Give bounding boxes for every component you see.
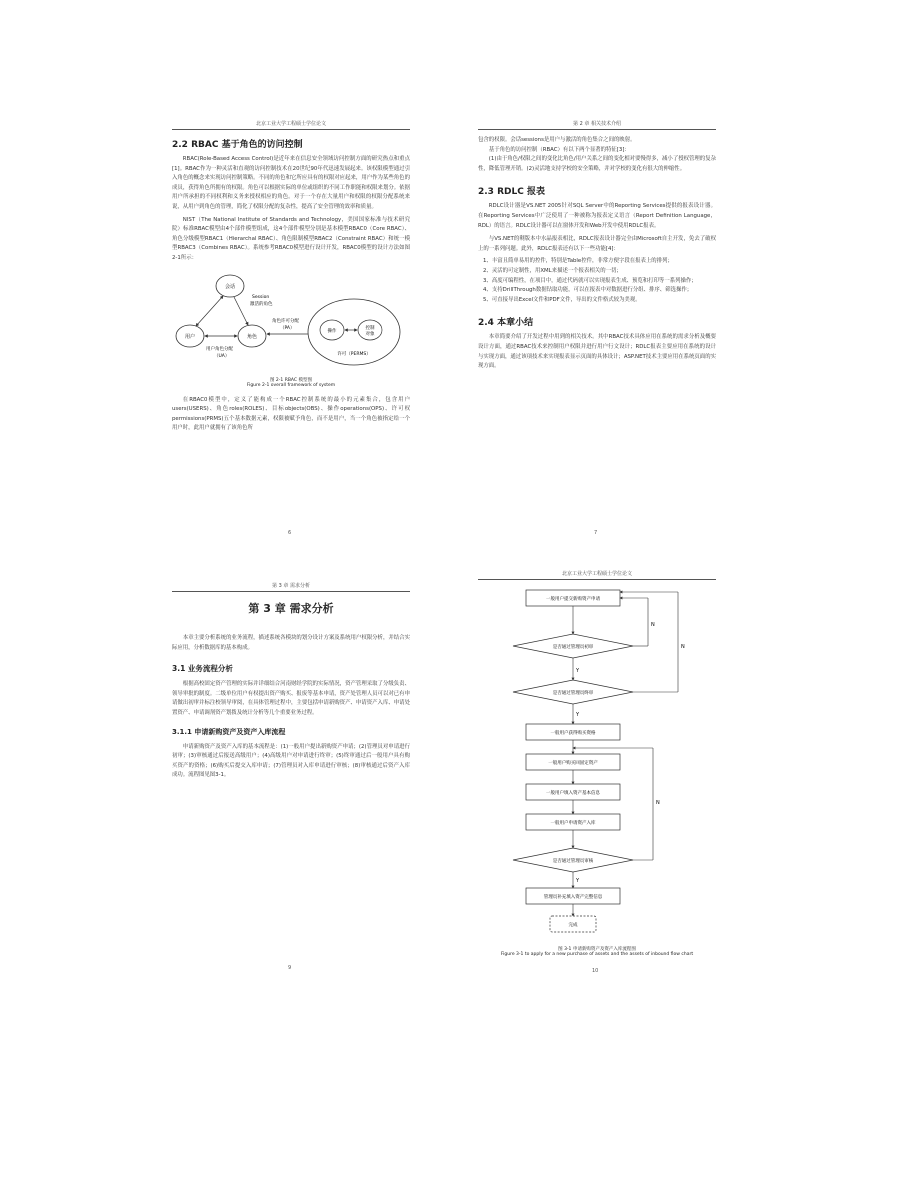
flow-no-label: N xyxy=(656,800,660,806)
pa-code: （PA） xyxy=(280,325,295,331)
flow-step-submit-label: 一般用户提交新购资产申请 xyxy=(546,597,600,602)
rbac-diagram xyxy=(172,270,410,375)
page-7 xyxy=(478,120,716,540)
paragraph: 根据高校固定资产管理的实际并详细结合河南财经学院的实际情况，资产管理采取了分级负责、领导审批的制度。二级单位用户有权提出资产购买、报废等基本申请，资产处管理人员可以对已有申请做出初审并标注校领导审阅，在具体管理过程中，主要包括申请新购资产、申请资产入库、申请处置资产、申请调剂资产划拨及统计分析等几个重要业务过程。 xyxy=(172,681,410,716)
page-number: 9 xyxy=(288,965,292,971)
paragraph: 本章主要分析系统的业务流程，描述系统各模块的划分设计方案及系统用户权限分析，并结合实际应用，分析数据库的基本构成。 xyxy=(172,635,410,651)
operation-label: 操作 xyxy=(327,328,337,334)
page-number: 6 xyxy=(288,530,292,536)
chapter-title: 第 3 章 需求分析 xyxy=(248,602,334,615)
flow-no-label: N xyxy=(681,644,685,650)
paragraph: RDLC设计器是VS.NET 2005针对SQL Server中的Reporting Services提供的报表设计器。在Reporting Services中广泛使用了一种被称为报表定义语言（Report Definition Language，RDL）的语言。RDLC设计器可以在窗体开发和Web开发中使用RDLC报表。 xyxy=(478,203,716,229)
page-5 xyxy=(172,120,410,540)
flow-no-label: N xyxy=(651,622,655,628)
list-item: 1、丰富且简单易用的控件，特别是Table控件，非常方便字段在报表上的排列； xyxy=(483,258,673,265)
flow-yes-label: Y xyxy=(576,712,580,718)
paragraph: 基于角色的访问控制（RBAC）有以下两个显著的特征[3]： xyxy=(488,146,630,153)
page-number: 7 xyxy=(594,530,598,536)
ua-code: （UA） xyxy=(214,353,230,359)
paragraph: 在RBAC0模型中，定义了能构成一个RBAC控制系统的最小的元素集合，包含用户users(USERS)、角色roles(ROLES)、目标objects(OBS)、操作operations(OPS)、许可权permissions(PRMS)五个基本数据元素，权限被赋予角色，而不是用户，当一个角色被指定给一个用户时，此用户就拥有了该角色所 xyxy=(172,396,410,432)
paragraph: NIST（The National Institute of Standards and Technology，美国国家标准与技术研究院）标准RBAC模型由4个部件模型组成，这4个部件模型分别是基本模型RBAC0（Core RBAC）、角色分级模型RBAC1（Hierarchal RBAC）、角色限制模型RBAC2（Constraint RBAC）和统一模型RBAC3（Combines RBAC）。系统参考RBAC0模型进行设计开发，RBAC0模型的设计方法如图2-1所示： xyxy=(172,216,410,261)
list-item: 2、灵活的可定制性，用XML来描述一个报表相关的一切； xyxy=(483,267,622,274)
feature-list xyxy=(478,257,716,305)
paragraph: RBAC(Role-Based Access Control)是近年来在信息安全领域访问控制方面的研究热点和重点[1]。RBAC作为一种灵活和直观的访问控制技术在20世纪90年代迅速发展起来。该权限模型通过引入角色的概念来实现访问控制策略。不同的角色和它所应具有的权限对应起来，用户作为某些角色的成员，获得角色所拥有的权限。角色可以根据实际的单位或组织的不同工作职能和权限来划分。依据用户所承担的不同权利和义务来授权相应的角色。对于一个存在大量用户和权限的权限分配系统来说，从用户到角色的管理，简化了权限分配的复杂性，提高了安全管理的效率和质量。 xyxy=(172,156,410,210)
figure-caption-en: Figure 3-1 to apply for a new purchase of assets and the assets of inbound flow chart xyxy=(500,952,694,957)
list-item: 5、可直接导出Excel文件和PDF文件，导出的文件格式较为美观。 xyxy=(483,296,641,303)
object-label: 控制 xyxy=(365,325,375,331)
pa-label: 角色许可分配 xyxy=(272,318,299,324)
flow-decision-initial-label: 是否通过管理员初审 xyxy=(552,645,594,650)
figure-caption: 图 3-1 申请新购资产及资产入库流程图 xyxy=(558,947,636,952)
figure-caption-en: Figure 2-1 overall framework of system xyxy=(246,382,336,388)
page-header: 北京工业大学工程硕士学位论文 xyxy=(172,120,410,130)
subsection-title: 3.1.1 申请新购资产及资产入库流程 xyxy=(172,727,286,736)
user-label: 用户 xyxy=(184,333,196,340)
session-map-label-2: 激活的角色 xyxy=(250,301,273,307)
flow-yes-label: Y xyxy=(576,878,580,884)
flow-decision-audit-label: 是否通过管理员审核 xyxy=(552,859,594,864)
flowchart xyxy=(478,582,716,942)
figure-caption: 图 2-1 RBAC 模型图 xyxy=(270,377,312,383)
perms-label: 许可（PERMS） xyxy=(337,351,371,357)
flow-step-purchase-label: 一般用户购买回固定资产 xyxy=(548,761,598,766)
flow-decision-final-label: 是否通过管理员终审 xyxy=(552,691,594,696)
flow-step-qualified-label: 一般用户获得购买资格 xyxy=(550,731,596,736)
flow-end-label: 完成 xyxy=(568,923,578,928)
section-title: 3.1 业务流程分析 xyxy=(172,664,233,674)
paragraph: 与VS.NET的剩版本中水晶报表相比，RDLC报表设计器完全由Microsoft自主开发，免去了破权上的一系列问题。此外，RDLC报表还有以下一些功能[4]： xyxy=(478,236,716,252)
paragraph: 本章简要介绍了开发过程中用到的相关技术。其中RBAC技术具体应用在系统的需求分析及概要设计方面，通过RBAC技术来控制用户权限并进行用户行文设计；RDLC报表主要应用在系统的设计与实现方面，通过该项技术来实现报表显示页面的具体设计；ASP.NET技术主要应用在系统页面的实现方面。 xyxy=(478,334,716,370)
flow-step-fill-info-label: 一般用户填入资产基本信息 xyxy=(546,791,600,796)
flow-yes-label: Y xyxy=(576,668,580,674)
page-number: 10 xyxy=(592,968,599,974)
page-header: 第 2 章 相关技术介绍 xyxy=(478,120,716,130)
section-title: 2.4 本章小结 xyxy=(478,318,534,329)
flow-step-inbound-label: 一般用户申请资产入库 xyxy=(550,821,596,826)
paragraph: 申请新购资产及资产入库的基本流程是：(1)一般用户提出新购资产申请；(2)管理员对申请进行初审；(3)审核通过后报送高级用户；(4)高级用户对申请进行终审；(5)终审通过后一般用户具有购买资产的资格；(6)购买后提交入库申请；(7)管理员对入库申请进行审核；(8)审核通过后资产入库成功。流程图见图3-1。 xyxy=(172,743,410,779)
list-item: 4、支持DrillThrough数据钻取功能，可以在报表中对数据进行分组、排序、筛选操作； xyxy=(483,287,693,294)
page-header: 第 3 章 需求分析 xyxy=(172,582,410,592)
page-header: 北京工业大学工程硕士学位论文 xyxy=(478,570,716,580)
session-label: 会话 xyxy=(224,283,236,290)
list-item: 3、高度可编程性，在项目中，通过代码就可以实现报表生成、预览和打印等一系列操作； xyxy=(483,277,697,284)
page-9 xyxy=(172,582,410,972)
section-title: 2.3 RDLC 报表 xyxy=(478,187,545,198)
session-map-label: Session xyxy=(252,294,270,300)
object-label-2: 对象 xyxy=(365,331,375,337)
flow-step-complete-info-label: 管理员补充填入资产完整信息 xyxy=(543,895,603,900)
ua-label: 用户角色分配 xyxy=(206,346,233,352)
role-label: 角色 xyxy=(246,333,258,340)
section-title: 2.2 RBAC 基于角色的访问控制 xyxy=(172,140,303,150)
paragraph: (1)由于角色/权限之间的变化比角色/用户关系之间的变化相对要慢得多，减小了授权管理的复杂性，降低管理开销。(2)灵活地支持学校的安全策略，并对学校的变化有很大的伸缩性。 xyxy=(478,156,716,172)
page-10 xyxy=(478,570,716,975)
paragraph: 包含的权限。会话sessions是用户与激活的角色集合之间的映射。 xyxy=(478,137,636,143)
